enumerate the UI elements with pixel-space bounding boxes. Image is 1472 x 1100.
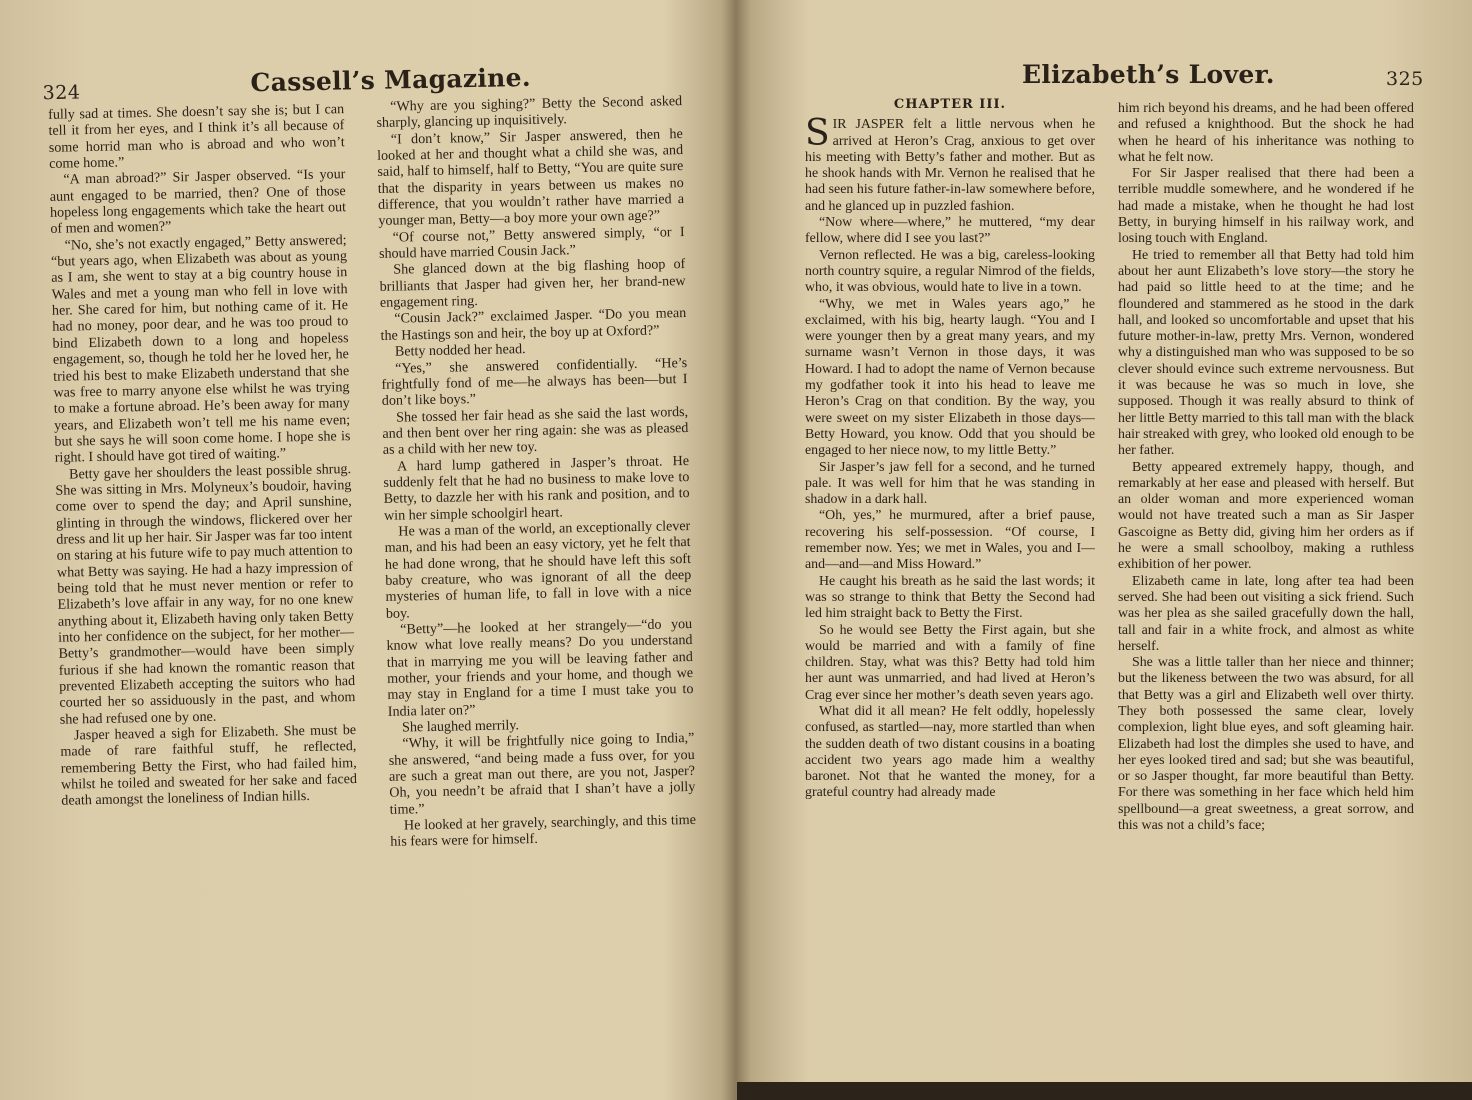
paragraph: “A man abroad?” Sir Jasper observed. “Is your aunt engaged to be married, then? One of those hopeless long engagements which take the heart out of men and women?” <box>49 166 347 238</box>
paragraph: He caught his breath as he said the last words; it was so strange to think that Betty the Second had led him straight back to Betty the First. <box>805 573 1095 622</box>
paragraph: Betty nodded her head. <box>394 341 526 360</box>
paragraph: Jasper heaved a sigh for Elizabeth. She must be made of rare faithful stuff, he reflected, remembering Betty the First, who had failed him, whilst he toiled and sweated for her sake and faced death amongst the loneliness of Indian hills. <box>60 722 358 810</box>
paragraph: Betty gave her shoulders the least possible shrug. She was sitting in Mrs. Molyneux’s boudoir, having come over to spend the day; and April sunshine, glinting in through the windows, flickered over her dress and lit up her hair. Sir Jasper was far too intent on staring at his future wife to pay much attention to what Betty was saying. He had a hazy impression of being told that he must never mention or refer to Elizabeth’s love affair in any way, for no one knew anything about it, Elizabeth having only taken Betty into her confidence on the subject, for her mother—Betty’s grandmother—would have been simply furious if she had known the romantic reason that prevented Elizabeth accepting the suitors who had courted her so assiduously in the past, and whom she had refused one by one. <box>55 460 356 728</box>
paragraph: “Why, we met in Wales years ago,” he exclaimed, with his big, hearty laugh. “You and I were younger then by a great many years, and my surname wasn’t Vernon in those days, it was Howard. I had to adopt the name of Vernon because my godfather took it into his head to leave me Heron’s Crag on that condition. By the way, you were sweet on my sister Elizabeth in those days—Betty Howard, you know. Odd that you should be engaged to her niece now, to my little Betty.” <box>805 296 1095 459</box>
paragraph: She glanced down at the big flashing hoop of brilliants that Jasper had given her, her brand-new engagement ring. <box>379 256 686 312</box>
paragraph: “I don’t know,” Sir Jasper answered, then he looked at her and thought what a child she was, and said, half to himself, half to Betty, “You are quite sure that the disparity in years between us makes no difference, that you wouldn’t rather have married a younger man, Betty—a boy more your own age?” <box>376 125 685 230</box>
paragraph: “Yes,” she answered confidentially. “He’s frightfully fond of me—he always has been—but I don’t like boys.” <box>381 354 688 410</box>
right-page-header <box>737 56 1472 96</box>
paragraph: She laughed merrily. <box>401 717 520 736</box>
paragraph: “Betty”—he looked at her strangely—“do you know what love really means? Do you understand that in marrying me you will be leaving father and mother, your friends and your home, and though we may stay in England for a time I must take you to India later on?” <box>386 615 694 720</box>
left-running-head: Cassell’s Magazine. <box>250 62 532 98</box>
drop-cap: S <box>805 113 830 155</box>
left-column-2 <box>376 93 700 1029</box>
left-page <box>0 0 735 1100</box>
right-page-number: 325 <box>1386 68 1424 90</box>
chapter-heading: CHAPTER III. <box>893 97 1007 112</box>
paragraph: “Of course not,” Betty answered simply, “or I should have married Cousin Jack.” <box>378 223 685 263</box>
paragraph: What did it all mean? He felt oddly, hopelessly confused, as startled—nay, more startled than when the sudden death of two distant cousins in a boating accident two years ago made him a wealthy baronet. Not that he wanted the money, for a grateful country had already made <box>805 703 1095 801</box>
paragraph: “Why are you sighing?” Betty the Second asked sharply, glancing up inquisitively. <box>376 93 683 132</box>
paragraph: She tossed her fair head as she said the last words, and then bent over her ring again: she was as pleased as a child with her new toy. <box>382 403 689 459</box>
paragraph: Betty appeared extremely happy, though, and remarkably at her ease and pleased with herself. But an older woman and more experienced woman would not have treated such a man as Sir Jasper Gascoigne as Betty did, giving him her orders as if he were a small schoolboy, making a ruthless exhibition of her power. <box>1118 459 1414 573</box>
paragraph: He was a man of the world, an exceptionally clever man, and his had been an easy victory, yet he felt that he had done wrong, that he should have left this soft baby creature, who was ignorant of all the deep mysteries of human life, to fall in love with a nice boy. <box>384 517 692 622</box>
paragraph: For Sir Jasper realised that there had been a terrible muddle somewhere, and he wondered if he had made a mistake, when he thought he had lost Betty, in burying himself in his railway work, and losing touch with England. <box>1118 166 1414 247</box>
book-edge-shadow <box>737 1082 1472 1100</box>
paragraph: Vernon reflected. He was a big, careless-looking north country squire, a regular Nimrod of the fields, who, it was obvious, would hate to live in a town. <box>805 247 1095 296</box>
paragraph: He looked at her gravely, searchingly, and this time his fears were for himself. <box>390 812 697 851</box>
paragraph: “Why, it will be frightfully nice going to India,” she answered, “and being made a fuss over, for you are such a great man out there, are you not, Jasper? Oh, you needn’t be afraid that I shan’t have a jolly time.” <box>388 730 696 818</box>
paragraph: “Cousin Jack?” exclaimed Jasper. “Do you mean the Hastings son and heir, the boy up at Oxford?” <box>380 305 687 344</box>
right-column-2 <box>1118 101 1414 1031</box>
paragraph: “Now where—where,” he muttered, “my dear fellow, where did I see you last?” <box>805 215 1095 247</box>
paragraph: “No, she’s not exactly engaged,” Betty answered; “but years ago, when Elizabeth was about as young as I am, she went to stay at a big country house in Wales and met a young man who fell in love with her. She cared for him, but nothing came of it. He had no money, poor dear, and he was too proud to bind Elizabeth down to a long and hopeless engagement, so, though he told her he loved her, he tried his best to make Elizabeth understand that she was free to marry anyone else whilst he was trying to make a fortune abroad. He’s been away for many years, and Elizabeth won’t tell me his name even; but she says he will soon come home. I hope she is right. I should have got tired of waiting.” <box>50 231 351 466</box>
paragraph: Elizabeth came in late, long after tea had been served. She had been out visiting a sick friend. Such was her plea as she sailed gracefully down the hall, tall and fair in a white frock, and almost as white herself. <box>1118 573 1414 654</box>
paragraph: Sir Jasper’s jaw fell for a second, and he turned pale. It was well for him that he was standing in shadow in a dark hall. <box>805 459 1095 508</box>
right-column-1 <box>805 97 1095 1027</box>
paragraph: So he would see Betty the First again, but she would be married and with a family of fine children. Stay, what was this? Betty had told him her aunt was unmarried, and had lived at Heron’s Crag ever since her mother’s death seven years ago. <box>805 622 1095 703</box>
right-page <box>737 0 1472 1100</box>
paragraph: He tried to remember all that Betty had told him about her aunt Elizabeth’s love story—the story he had paid so little heed to at the time; and he floundered and stammered as he stood in the dark hall, and looked so uncomfortable and upset that his future mother-in-law, pretty Mrs. Vernon, wondered why a distinguished man who was supposed to be so clever should evince such extreme nervousness. But it was because he was so much in love, she supposed. Though it was really absurd to think of her little Betty married to this tall man with the black hair streaked with grey, who looked old enough to be her father. <box>1118 247 1414 459</box>
paragraph: fully sad at times. She doesn’t say she is; but I can tell it from her eyes, and I think it’s all because of some horrid man who is abroad and who won’t come home.” <box>48 101 345 172</box>
right-running-head: Elizabeth’s Lover. <box>1022 60 1275 89</box>
chapter-opening-text: IR JASPER felt a little nervous when he arrived at Heron’s Crag, anxious to get over his meeting with Betty’s father and mother. But as he shook hands with Mr. Vernon he realised that he had seen his future father-in-law somewhere before, and he glanced up in puzzled fashion. <box>805 117 1095 214</box>
right-column-2-continued-paragraph: him rich beyond his dreams, and he had been offered and refused a knighthood. But the shock he had when he heard of his inheritance was nothing to what he felt now. <box>1118 101 1414 165</box>
paragraph: She was a little taller than her niece and thinner; but the likeness between the two was absurd, for all that Betty was a girl and Elizabeth well over thirty. They both possessed the same clear, lovely complexion, light blue eyes, and soft gleaming hair. Elizabeth had lost the dimples she used to have, and her eyes looked tired and sad; but she was beautiful, or so Jasper thought, far more beautiful than Betty. For there was something in her face which held him spellbound—a great sweetness, a great sorrow, and this was not a child’s face; <box>1118 655 1414 834</box>
left-column-1 <box>48 101 362 1037</box>
left-page-number: 324 <box>42 81 81 105</box>
chapter-opening-paragraph <box>805 113 1095 215</box>
paragraph: “Oh, yes,” he murmured, after a brief pause, recovering his self-possession. “Of course, I remember now. Yes; we met in Wales, you and I—and—and—and Miss Howard.” <box>805 508 1095 573</box>
paragraph: A hard lump gathered in Jasper’s throat. He suddenly felt that he had no business to make love to Betty, to dazzle her with his rank and position, and to win her simple schoolgirl heart. <box>383 452 690 524</box>
